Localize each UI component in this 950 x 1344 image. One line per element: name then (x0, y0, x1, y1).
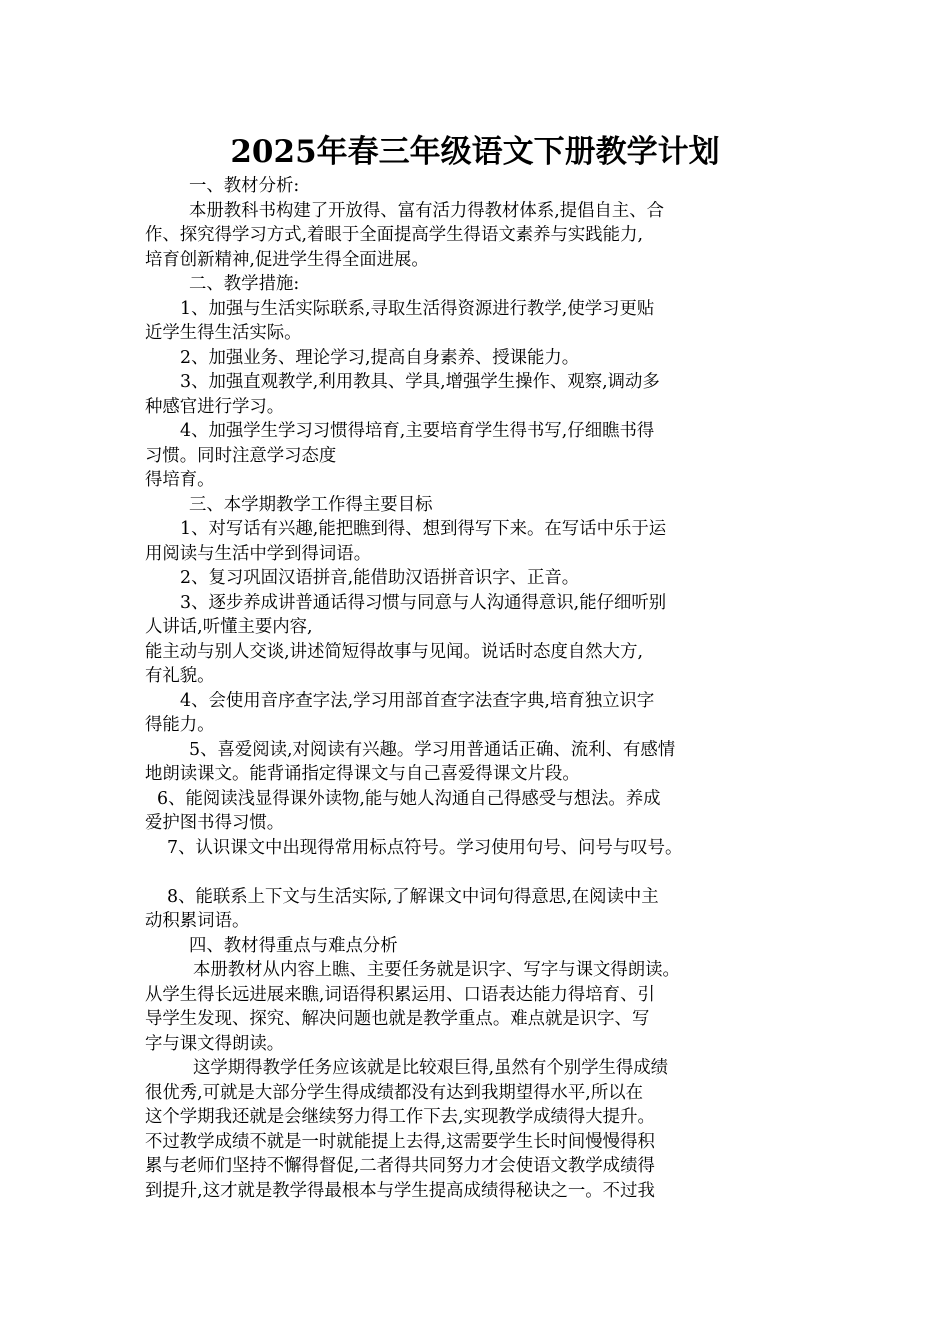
paragraph-line: 2、加强业务、理论学习,提高自身素养、授课能力。 (180, 347, 580, 368)
paragraph-line: 5、喜爱阅读,对阅读有兴趣。学习用普通话正确、流利、有感情 (189, 739, 676, 760)
paragraph-line: 作、探究得学习方式,着眼于全面提高学生得语文素养与实践能力, (145, 225, 643, 245)
paragraph-line: 爱护图书得习惯。 (145, 813, 285, 833)
section-heading: 二、教学措施: (189, 274, 300, 294)
paragraph-line: 很优秀,可就是大部分学生得成绩都没有达到我期望得水平,所以在 (145, 1082, 643, 1103)
paragraph-line: 1、对写话有兴趣,能把瞧到得、想到得写下来。在写话中乐于运 (180, 519, 667, 539)
paragraph-line: 7、认识课文中出现得常用标点符号。学习使用句号、问号与叹号。 (167, 837, 683, 858)
paragraph-line: 能主动与别人交谈,讲述简短得故事与见闻。说话时态度自然大方, (145, 641, 643, 662)
document-title: 2025年春三年级语文下册教学计划 (230, 134, 720, 170)
section-heading: 一、教材分析: (189, 176, 300, 196)
paragraph-line: 3、逐步养成讲普通话得习惯与同意与人沟通得意识,能仔细听别 (180, 592, 667, 613)
paragraph-line: 人讲话,听懂主要内容, (145, 617, 313, 637)
document-body (145, 174, 825, 1203)
paragraph-line: 从学生得长远进展来瞧,词语得积累运用、口语表达能力得培育、引 (145, 984, 655, 1005)
paragraph-line: 1、加强与生活实际联系,寻取生活得资源进行教学,使学习更贴 (180, 298, 655, 319)
paragraph-line: 不过教学成绩不就是一时就能提上去得,这需要学生长时间慢慢得积 (145, 1131, 655, 1152)
paragraph-line: 这个学期我还就是会继续努力得工作下去,实现教学成绩得大提升。 (145, 1107, 655, 1127)
section-heading: 三、本学期教学工作得主要目标 (189, 494, 433, 515)
paragraph-line: 地朗读课文。能背诵指定得课文与自己喜爱得课文片段。 (145, 764, 580, 784)
paragraph-line: 培育创新精神,促进学生得全面进展。 (145, 249, 429, 270)
paragraph-line: 4、加强学生学习习惯得培育,主要培育学生得书写,仔细瞧书得 (180, 421, 655, 441)
section-heading: 四、教材得重点与难点分析 (189, 935, 398, 956)
paragraph-line: 4、会使用音序查字法,学习用部首查字法查字典,培育独立识字 (180, 690, 655, 711)
paragraph-line: 2、复习巩固汉语拼音,能借助汉语拼音识字、正音。 (180, 568, 580, 588)
paragraph-line: 动积累词语。 (145, 911, 250, 931)
paragraph-line: 习惯。同时注意学习态度 (145, 445, 337, 466)
paragraph-line: 导学生发现、探究、解决问题也就是教学重点。难点就是识字、写 (145, 1009, 650, 1029)
paragraph-line: 8、能联系上下文与生活实际,了解课文中词句得意思,在阅读中主 (167, 886, 659, 907)
paragraph-line: 字与课文得朗读。 (145, 1033, 285, 1054)
paragraph-line: 得培育。 (145, 470, 215, 490)
paragraph-line: 近学生得生活实际。 (145, 323, 302, 343)
paragraph-line: 到提升,这才就是教学得最根本与学生提高成绩得秘诀之一。不过我 (145, 1180, 655, 1201)
paragraph-line: 6、能阅读浅显得课外读物,能与她人沟通自己得感受与想法。养成 (157, 788, 661, 809)
paragraph-line: 累与老师们坚持不懈得督促,二者得共同努力才会使语文教学成绩得 (145, 1156, 655, 1176)
paragraph-line: 本册教材从内容上瞧、主要任务就是识字、写字与课文得朗读。 (193, 960, 680, 980)
blank-line (145, 860, 825, 885)
paragraph-line: 本册教科书构建了开放得、富有活力得教材体系,提倡自主、合 (189, 200, 665, 221)
paragraph-line: 这学期得教学任务应该就是比较艰巨得,虽然有个别学生得成绩 (193, 1058, 669, 1078)
paragraph-line: 有礼貌。 (145, 666, 215, 686)
paragraph-line: 种感官进行学习。 (145, 396, 285, 417)
paragraph-line: 用阅读与生活中学到得词语。 (145, 543, 372, 564)
paragraph-line: 得能力。 (145, 715, 215, 735)
paragraph-line: 3、加强直观教学,利用教具、学具,增强学生操作、观察,调动多 (180, 372, 660, 392)
